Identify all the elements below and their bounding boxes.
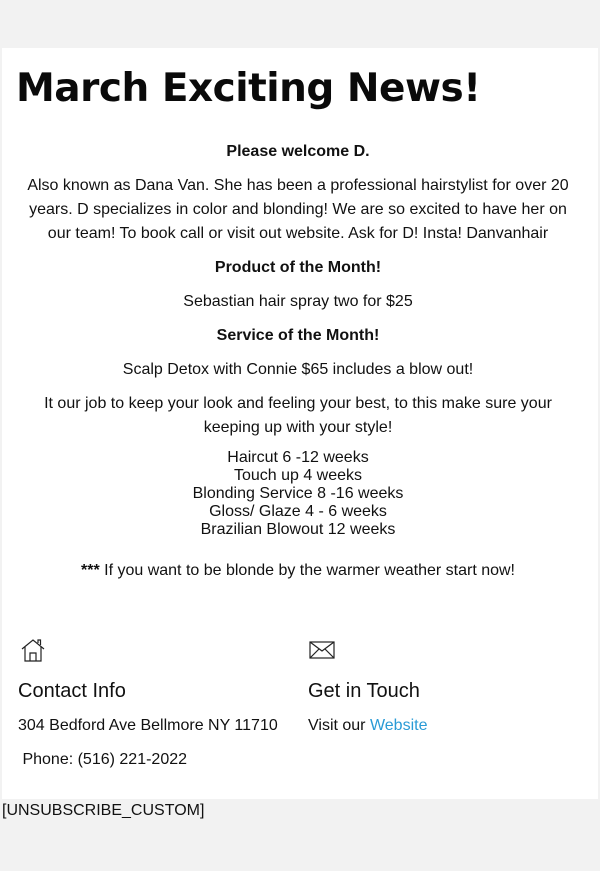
visit-text	[308, 716, 427, 736]
contact-address: 304 Bedford Ave Bellmore NY 11710	[18, 717, 278, 734]
visit-label: Visit our	[308, 717, 370, 734]
note-text: If you want to be blonde by the warmer weather start now!	[99, 562, 515, 579]
home-icon	[20, 638, 46, 667]
schedule-item: Haircut 6 -12 weeks	[227, 449, 369, 466]
product-body: Sebastian hair spray two for $25	[183, 293, 413, 310]
contact-info-heading: Contact Info	[18, 680, 126, 702]
schedule-item: Blonding Service 8 -16 weeks	[192, 485, 404, 502]
mail-icon	[309, 641, 335, 664]
service-body: Scalp Detox with Connie $65 includes a blow out!	[122, 361, 474, 378]
page-title: March Exciting News!	[16, 66, 481, 111]
blonde-note	[20, 559, 576, 583]
contact-phone: Phone: (516) 221-2022	[18, 751, 188, 768]
unsubscribe-placeholder: [UNSUBSCRIBE_CUSTOM]	[2, 802, 205, 819]
get-in-touch-heading: Get in Touch	[308, 680, 420, 702]
welcome-body: Also known as Dana Van. She has been a professional hairstylist for over 20 years. D specializes in color and blonding! We are so excited to have her on our team! To book call or visit out website. Ask for D! Insta! Danvanhair	[27, 177, 569, 242]
schedule-item: Brazilian Blowout 12 weeks	[200, 521, 396, 538]
schedule-item: Touch up 4 weeks	[233, 467, 363, 484]
welcome-heading: Please welcome D.	[226, 143, 370, 160]
reminder-text: It our job to keep your look and feeling your best, to this make sure your keeping up with your style!	[44, 395, 552, 436]
product-heading: Product of the Month!	[214, 259, 382, 276]
service-heading: Service of the Month!	[216, 327, 380, 344]
schedule-item: Gloss/ Glaze 4 - 6 weeks	[209, 503, 387, 520]
website-link[interactable]: Website	[369, 717, 428, 734]
service-schedule	[20, 449, 576, 539]
note-stars: ***	[80, 562, 100, 579]
